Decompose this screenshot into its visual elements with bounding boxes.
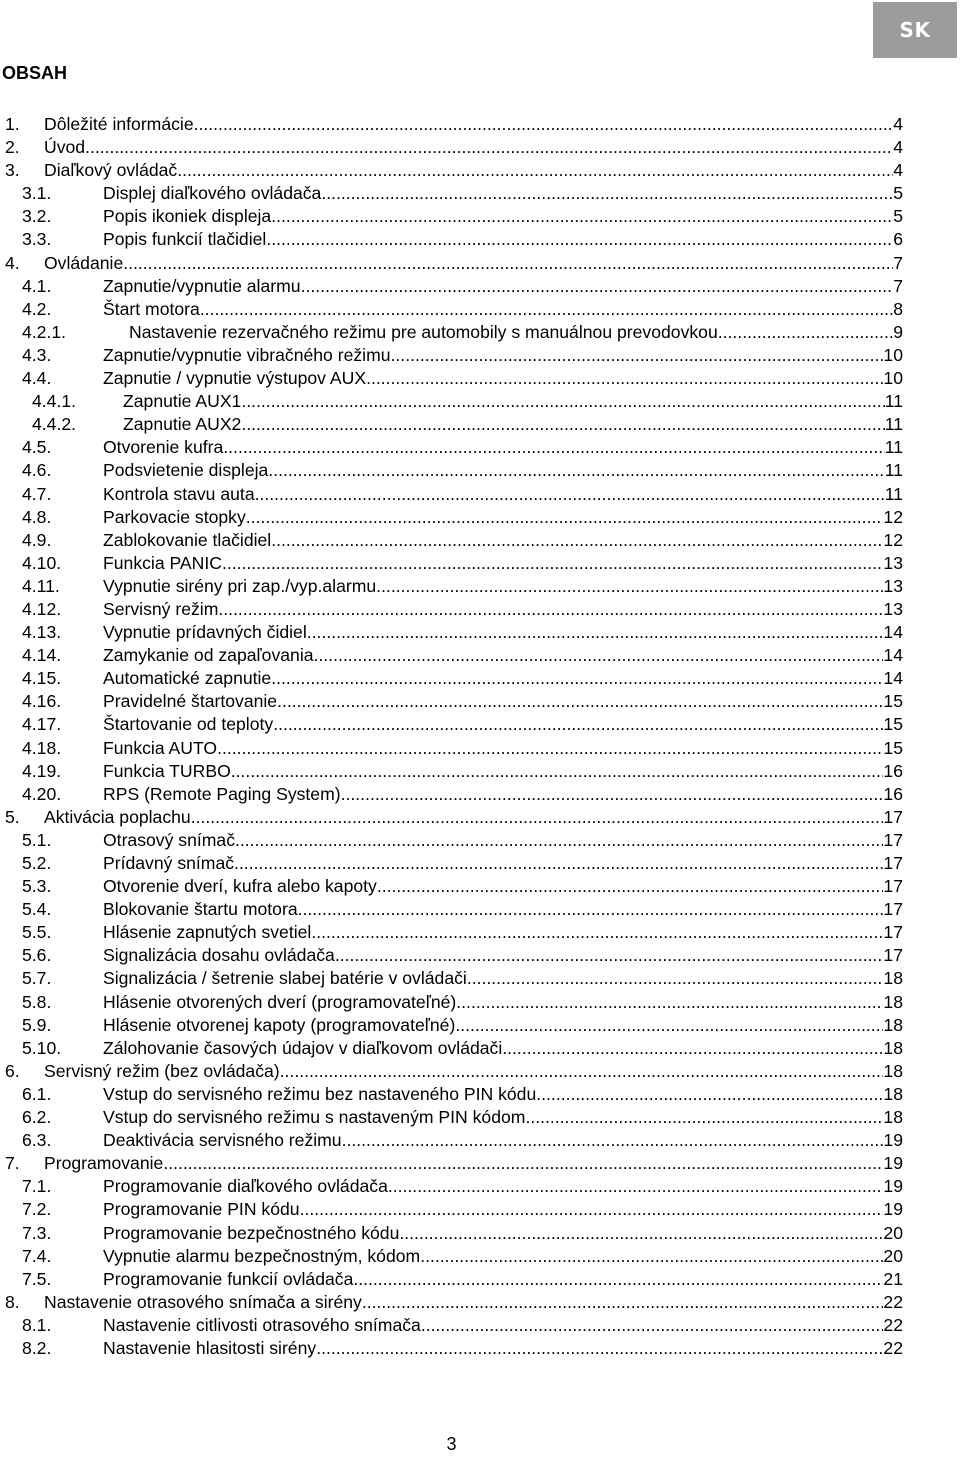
toc-entry-page: 19 [883, 1153, 903, 1174]
toc-dot-leader [200, 298, 893, 321]
toc-entry-page: 5 [893, 183, 903, 204]
toc-entry-title: Podsvietenie displeja [103, 460, 269, 481]
toc-entry[interactable] [0, 621, 960, 644]
toc-entry-page: 15 [883, 737, 903, 758]
toc-dot-leader [191, 806, 884, 829]
toc-entry-title: Otvorenie dverí, kufra alebo kapoty [103, 876, 377, 897]
toc-entry-number: 4.9. [22, 529, 52, 550]
toc-entry-title: Prídavný snímač [103, 853, 235, 873]
toc-entry-title: Signalizácia dosahu ovládača [103, 945, 335, 966]
toc-entry-page: 11 [884, 437, 903, 458]
toc-entry[interactable] [0, 898, 960, 921]
toc-entry-title: Blokovanie štartu motora [103, 899, 298, 920]
toc-dot-leader [266, 228, 893, 251]
toc-entry-title: Dôležité informácie [44, 114, 194, 134]
language-badge: SK [873, 2, 957, 58]
toc-dot-leader [241, 390, 884, 413]
toc-entry-title: Zálohovanie časových údajov v diaľkovom ovládači [103, 1037, 503, 1058]
toc-entry-number: 5.7. [22, 968, 52, 989]
toc-dot-leader [301, 275, 894, 298]
toc-entry-number: 5.5. [22, 922, 52, 943]
toc-entry[interactable] [0, 829, 960, 852]
toc-entry-title: Otvorenie kufra [103, 437, 224, 458]
toc-entry-number: 1. [5, 114, 20, 134]
toc-entry-number: 8.1. [22, 1314, 52, 1335]
toc-entry-page: 15 [883, 691, 903, 712]
toc-dot-leader [271, 529, 883, 552]
toc-entry-number: 3.3. [22, 229, 52, 250]
toc-entry-number: 4.16. [22, 691, 62, 712]
toc-entry-page: 11 [884, 483, 903, 504]
toc-dot-leader [231, 760, 884, 783]
toc-entry[interactable] [0, 713, 960, 736]
toc-entry-title: Zapnutie AUX2 [123, 414, 242, 435]
toc-dot-leader [273, 713, 883, 736]
toc-entry-page: 18 [883, 968, 903, 989]
toc-entry[interactable] [0, 1106, 960, 1129]
toc-entry-number: 8.2. [22, 1337, 52, 1358]
toc-entry-title: Vstup do servisného režimu bez nastaveného PIN kódu [103, 1083, 537, 1104]
toc-entry-title: Hlásenie zapnutých svetiel [103, 922, 312, 943]
toc-entry-page: 10 [883, 368, 903, 389]
toc-entry[interactable] [0, 436, 960, 459]
toc-entry-page: 19 [883, 1199, 903, 1220]
toc-entry-title: Nastavenie rezervačného režimu pre automobily s manuálnou prevodovkou [129, 321, 718, 342]
toc-entry-title: Aktivácia poplachu [44, 806, 191, 827]
toc-entry-title: Nastavenie hlasitosti sirény [103, 1337, 317, 1358]
toc-dot-leader [217, 737, 883, 760]
toc-entry-page: 21 [883, 1268, 903, 1289]
toc-entry[interactable] [0, 298, 960, 321]
toc-dot-leader [362, 1291, 884, 1314]
toc-dot-leader [234, 852, 883, 875]
toc-entry-number: 4.5. [22, 437, 52, 458]
toc-entry-title: Popis funkcií tlačidiel [103, 229, 267, 250]
toc-dot-leader [456, 991, 883, 1014]
toc-entry-page: 9 [893, 321, 903, 342]
toc-entry-page: 20 [883, 1245, 903, 1266]
toc-dot-leader [391, 344, 884, 367]
toc-dot-leader [255, 483, 885, 506]
toc-dot-leader [421, 1314, 884, 1337]
toc-entry-page: 4 [893, 114, 903, 134]
toc-dot-leader [268, 459, 884, 482]
toc-entry-number: 6. [5, 1060, 20, 1081]
toc-entry[interactable] [0, 113, 960, 136]
toc-entry[interactable] [0, 552, 960, 575]
toc-entry[interactable] [0, 1175, 960, 1198]
toc-dot-leader [399, 1222, 883, 1245]
toc-entry-page: 22 [883, 1337, 903, 1358]
toc-dot-leader [502, 1037, 883, 1060]
toc-dot-leader [420, 1245, 883, 1268]
toc-entry-title: Zapnutie/vypnutie alarmu [103, 275, 301, 296]
toc-entry-number: 6.2. [22, 1107, 52, 1128]
toc-entry-number: 7.4. [22, 1245, 52, 1266]
toc-entry-page: 20 [883, 1222, 903, 1243]
toc-entry-title: Parkovacie stopky [103, 506, 246, 527]
toc-entry-title: Programovanie PIN kódu [103, 1199, 300, 1220]
toc-entry[interactable] [0, 1060, 960, 1083]
toc-entry-page: 6 [893, 229, 903, 250]
toc-entry-number: 5.6. [22, 945, 52, 966]
toc-entry-page: 19 [883, 1176, 903, 1197]
toc-entry[interactable] [0, 252, 960, 275]
toc-entry-title: Ovládanie [44, 252, 124, 273]
toc-entry-title: Vstup do servisného režimu s nastaveným PIN kódom [103, 1107, 526, 1128]
toc-entry-number: 4.3. [22, 344, 52, 365]
toc-entry-title: Funkcia AUTO [103, 737, 218, 758]
toc-entry-title: Automatické zapnutie [103, 668, 272, 689]
toc-entry-number: 4.1. [22, 275, 52, 296]
toc-entry[interactable] [0, 459, 960, 482]
toc-dot-leader [536, 1083, 883, 1106]
toc-dot-leader [377, 875, 884, 898]
toc-dot-leader [85, 136, 893, 159]
toc-entry-title: Vypnutie prídavných čidiel [103, 622, 307, 643]
toc-dot-leader [177, 159, 893, 182]
toc-entry[interactable] [0, 852, 960, 875]
toc-dot-leader [525, 1106, 883, 1129]
toc-entry[interactable] [0, 806, 960, 829]
toc-entry-number: 7. [5, 1153, 20, 1174]
toc-entry-number: 4.11. [22, 575, 60, 596]
toc-entry-page: 15 [883, 714, 903, 735]
toc-entry-page: 17 [883, 853, 903, 873]
toc-dot-leader [467, 967, 884, 990]
toc-entry-title: Nastavenie citlivosti otrasového snímača [103, 1314, 421, 1335]
toc-entry-page: 16 [883, 783, 903, 804]
toc-entry-title: Nastavenie otrasového snímača a sirény [44, 1291, 362, 1312]
toc-entry-page: 16 [883, 760, 903, 781]
toc-entry-number: 5. [5, 806, 20, 827]
toc-entry-number: 4.8. [22, 506, 52, 527]
toc-dot-leader [321, 182, 893, 205]
toc-dot-leader [277, 690, 883, 713]
toc-entry-number: 3.2. [22, 206, 52, 227]
toc-entry-page: 12 [883, 506, 903, 527]
toc-dot-leader [123, 252, 893, 275]
toc-dot-leader [718, 321, 893, 344]
toc-entry-number: 4.15. [22, 668, 62, 689]
toc-entry[interactable] [0, 321, 960, 344]
toc-entry[interactable] [0, 690, 960, 713]
toc-entry-title: Programovanie bezpečnostného kódu [103, 1222, 400, 1243]
toc-entry-page: 10 [883, 344, 903, 365]
toc-entry-number: 7.5. [22, 1268, 52, 1289]
toc-entry-page: 14 [883, 645, 903, 666]
toc-entry[interactable] [0, 182, 960, 205]
toc-entry[interactable] [0, 367, 960, 390]
toc-entry-number: 6.3. [22, 1130, 52, 1151]
toc-entry[interactable] [0, 529, 960, 552]
toc-entry-number: 3. [5, 160, 20, 181]
toc-entry-number: 4.7. [22, 483, 52, 504]
toc-entry-number: 5.9. [22, 1014, 52, 1035]
toc-entry-title: Programovanie funkcií ovládača [103, 1268, 354, 1289]
toc-dot-leader [271, 667, 883, 690]
toc-entry-number: 5.3. [22, 876, 52, 897]
toc-entry-page: 14 [883, 668, 903, 689]
toc-entry-number: 4.14. [22, 645, 62, 666]
toc-entry-number: 4.18. [22, 737, 62, 758]
toc-entry-page: 17 [883, 922, 903, 943]
toc-entry[interactable] [0, 1083, 960, 1106]
toc-entry[interactable] [0, 390, 960, 413]
toc-entry[interactable] [0, 1014, 960, 1037]
toc-entry[interactable] [0, 967, 960, 990]
toc-entry-title: Signalizácia / šetrenie slabej batérie v ovládači [103, 968, 467, 989]
toc-dot-leader [194, 113, 894, 136]
toc-entry[interactable] [0, 1337, 960, 1360]
toc-entry[interactable] [0, 1152, 960, 1175]
toc-dot-leader [353, 1268, 883, 1291]
toc-dot-leader [241, 413, 884, 436]
toc-entry[interactable] [0, 783, 960, 806]
toc-entry-number: 4.20. [22, 783, 62, 804]
toc-entry-page: 17 [883, 876, 903, 897]
toc-entry[interactable] [0, 1268, 960, 1291]
toc-dot-leader [280, 1060, 884, 1083]
toc-entry-title: Funkcia PANIC [103, 552, 222, 573]
toc-entry-title: Hlásenie otvorenej kapoty (programovateľné) [103, 1014, 456, 1035]
toc-entry-number: 5.1. [22, 829, 52, 850]
toc-entry-number: 3.1. [22, 183, 52, 204]
toc-entry-page: 19 [883, 1130, 903, 1151]
toc-entry-page: 17 [883, 829, 903, 850]
toc-entry-number: 4.6. [22, 460, 52, 481]
toc-entry-number: 7.3. [22, 1222, 52, 1243]
toc-entry-page: 11 [884, 460, 903, 481]
toc-entry-page: 12 [883, 529, 903, 550]
toc-dot-leader [235, 829, 883, 852]
toc-entry-page: 11 [884, 391, 903, 412]
toc-dot-leader [316, 1337, 883, 1360]
toc-entry-number: 5.2. [22, 853, 52, 873]
toc-entry-title: Vypnutie sirény pri zap./vyp.alarmu [103, 575, 377, 596]
toc-entry-page: 13 [883, 552, 903, 573]
toc-dot-leader [246, 506, 884, 529]
toc-entry[interactable] [0, 159, 960, 182]
toc-dot-leader [388, 1175, 884, 1198]
toc-entry-title: Popis ikoniek displeja [103, 206, 272, 227]
toc-entry-title: Servisný režim (bez ovládača) [44, 1060, 280, 1081]
toc-entry-title: Diaľkový ovládač [44, 160, 178, 181]
toc-entry-title: Programovanie diaľkového ovládača [103, 1176, 388, 1197]
toc-entry[interactable] [0, 944, 960, 967]
toc-entry-number: 4.2. [22, 298, 52, 319]
toc-entry[interactable] [0, 1129, 960, 1152]
toc-entry-number: 8. [5, 1291, 20, 1312]
toc-entry-number: 5.10. [22, 1037, 62, 1058]
toc-entry-page: 7 [893, 275, 903, 296]
toc-dot-leader [271, 205, 893, 228]
toc-entry-number: 4.19. [22, 760, 62, 781]
toc-entry-page: 17 [883, 806, 903, 827]
toc-entry-page: 22 [883, 1291, 903, 1312]
toc-entry-page: 22 [883, 1314, 903, 1335]
toc-entry-title: Displej diaľkového ovládača [103, 183, 322, 204]
toc-entry-title: Úvod [44, 137, 86, 158]
toc-entry-title: Zapnutie AUX1 [123, 391, 242, 412]
toc-dot-leader [307, 621, 884, 644]
toc-entry-number: 5.4. [22, 899, 52, 920]
toc-entry-number: 4.13. [22, 622, 62, 643]
toc-entry-number: 2. [5, 137, 20, 158]
page-number: 3 [446, 1434, 457, 1454]
toc-entry-page: 18 [883, 1107, 903, 1128]
toc-entry[interactable] [0, 205, 960, 228]
toc-entry-title: RPS (Remote Paging System) [103, 783, 341, 804]
toc-entry-page: 11 [884, 414, 903, 435]
toc-entry-number: 7.1. [22, 1176, 52, 1197]
toc-dot-leader [311, 921, 883, 944]
toc-entry-page: 17 [883, 945, 903, 966]
toc-dot-leader [376, 575, 883, 598]
toc-entry-page: 14 [883, 622, 903, 643]
toc-dot-leader [366, 367, 883, 390]
toc-entry-title: Vypnutie alarmu bezpečnostným, kódom [103, 1245, 421, 1266]
toc-entry[interactable] [0, 1291, 960, 1314]
toc-entry-number: 4.10. [22, 552, 62, 573]
toc-entry[interactable] [0, 737, 960, 760]
toc-entry-title: Deaktivácia servisného režimu [103, 1130, 342, 1151]
toc-entry-title: Štartovanie od teploty [103, 714, 274, 735]
toc-entry[interactable] [0, 1245, 960, 1268]
toc-entry-page: 7 [893, 252, 903, 273]
toc-entry-number: 4.4. [22, 368, 52, 389]
toc-dot-leader [223, 436, 884, 459]
toc-entry-title: Štart motora [103, 298, 200, 319]
toc-dot-leader [341, 783, 884, 806]
toc-dot-leader [218, 598, 883, 621]
toc-entry-title: Zamykanie od zapaľovania [103, 645, 314, 666]
toc-entry-page: 18 [883, 1014, 903, 1035]
toc-entry-title: Kontrola stavu auta [103, 483, 255, 504]
toc-entry-title: Funkcia TURBO [103, 760, 231, 781]
toc-entry-page: 18 [883, 1060, 903, 1081]
toc-entry[interactable] [0, 1037, 960, 1060]
toc-entry-page: 18 [883, 991, 903, 1012]
toc-entry-title: Hlásenie otvorených dverí (programovateľné) [103, 991, 457, 1012]
toc-entry[interactable] [0, 575, 960, 598]
toc-entry-title: Otrasový snímač [103, 829, 235, 850]
toc-entry-page: 5 [893, 206, 903, 227]
toc-entry-title: Zapnutie/vypnutie vibračného režimu [103, 344, 391, 365]
toc-entry-number: 4.17. [22, 714, 62, 735]
toc-entry-number: 4.12. [22, 598, 62, 619]
toc-entry[interactable] [0, 1198, 960, 1221]
toc-entry[interactable] [0, 483, 960, 506]
toc-entry-number: 4.4.1. [32, 391, 77, 412]
toc-entry[interactable] [0, 875, 960, 898]
toc-entry-number: 4.4.2. [32, 414, 77, 435]
toc-dot-leader [455, 1014, 883, 1037]
toc-entry[interactable] [0, 1222, 960, 1245]
toc-entry[interactable] [0, 506, 960, 529]
toc-entry[interactable] [0, 760, 960, 783]
toc-heading: OBSAH [2, 63, 68, 83]
toc-entry-number: 4.2.1. [22, 321, 67, 342]
toc-dot-leader [222, 552, 883, 575]
toc-entry-number: 6.1. [22, 1083, 52, 1104]
toc-entry-page: 18 [883, 1083, 903, 1104]
toc-entry-page: 4 [893, 137, 903, 158]
toc-entry[interactable] [0, 921, 960, 944]
toc-dot-leader [335, 944, 884, 967]
toc-entry-page: 13 [883, 598, 903, 619]
toc-entry-title: Zablokovanie tlačidiel [103, 529, 272, 550]
toc-entry-number: 7.2. [22, 1199, 52, 1220]
toc-entry-title: Pravidelné štartovanie [103, 691, 278, 712]
toc-dot-leader [342, 1129, 884, 1152]
toc-dot-leader [300, 1198, 884, 1221]
toc-entry-number: 5.8. [22, 991, 52, 1012]
toc-entry-page: 4 [893, 160, 903, 181]
toc-entry-page: 18 [883, 1037, 903, 1058]
toc-dot-leader [163, 1152, 883, 1175]
toc-entry-title: Servisný režim [103, 598, 219, 619]
toc-dot-leader [314, 644, 884, 667]
toc-entry-page: 8 [893, 298, 903, 319]
toc-entry-number: 4. [5, 252, 20, 273]
toc-entry-title: Programovanie [44, 1153, 164, 1174]
toc-entry-page: 13 [883, 575, 903, 596]
table-of-contents [0, 113, 960, 1360]
toc-entry[interactable] [0, 136, 960, 159]
toc-entry[interactable] [0, 1314, 960, 1337]
toc-entry[interactable] [0, 413, 960, 436]
toc-entry[interactable] [0, 644, 960, 667]
toc-entry[interactable] [0, 275, 960, 298]
toc-entry[interactable] [0, 667, 960, 690]
toc-entry[interactable] [0, 344, 960, 367]
toc-entry-title: Zapnutie / vypnutie výstupov AUX [103, 368, 367, 389]
toc-entry[interactable] [0, 228, 960, 251]
toc-dot-leader [298, 898, 884, 921]
toc-entry-page: 17 [883, 899, 903, 920]
toc-entry[interactable] [0, 598, 960, 621]
toc-entry[interactable] [0, 991, 960, 1014]
